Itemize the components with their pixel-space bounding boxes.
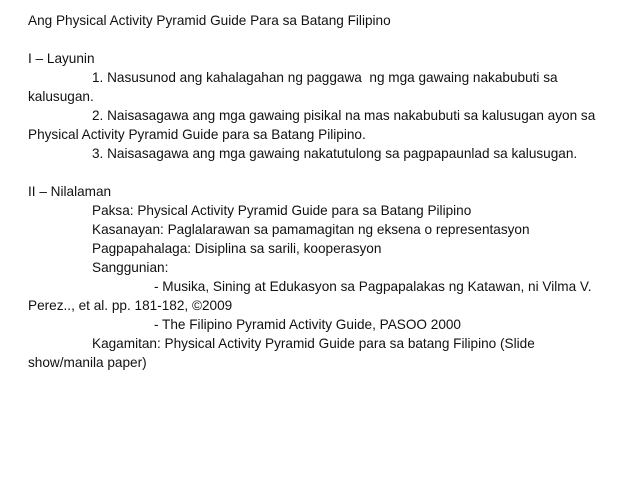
kasanayan-line: Kasanayan: Paglalarawan sa pamamagitan ng eksena o representasyon [92,222,530,237]
document-title: Ang Physical Activity Pyramid Guide Para sa Batang Filipino [28,13,391,28]
reference-2: - The Filipino Pyramid Activity Guide, PASOO 2000 [154,317,461,332]
paksa-line: Paksa: Physical Activity Pyramid Guide para sa Batang Pilipino [92,203,472,218]
reference-1-line-2: Perez.., et al. pp. 181-182, ©2009 [28,298,233,313]
objective-2-line-1: 2. Naisasagawa ang mga gawaing pisikal na mas nakabubuti sa kalusugan ayon sa [92,108,596,123]
spacer [28,30,628,49]
objective-1-line-1: 1. Nasusunod ang kahalagahan ng paggawa ng mga gawaing nakabubuti sa [92,70,558,85]
spacer [28,163,628,182]
sanggunian-label: Sanggunian: [92,260,169,275]
kagamitan-line-1: Kagamitan: Physical Activity Pyramid Guide para sa batang Filipino (Slide [92,336,535,351]
objective-1-line-2: kalusugan. [28,89,94,104]
pagpapahalaga-line: Pagpapahalaga: Disiplina sa sarili, kooperasyon [92,241,382,256]
objective-2-line-2: Physical Activity Pyramid Guide para sa Batang Pilipino. [28,127,366,142]
objective-3: 3. Naisasagawa ang mga gawaing nakatutulong sa pagpapaunlad sa kalusugan. [92,146,578,161]
document-body [28,11,628,372]
section-heading-layunin: I – Layunin [28,51,95,66]
section-heading-nilalaman: II – Nilalaman [28,184,112,199]
reference-1-line-1: - Musika, Sining at Edukasyon sa Pagpapalakas ng Katawan, ni Vilma V. [154,279,592,294]
kagamitan-line-2: show/manila paper) [28,355,147,370]
